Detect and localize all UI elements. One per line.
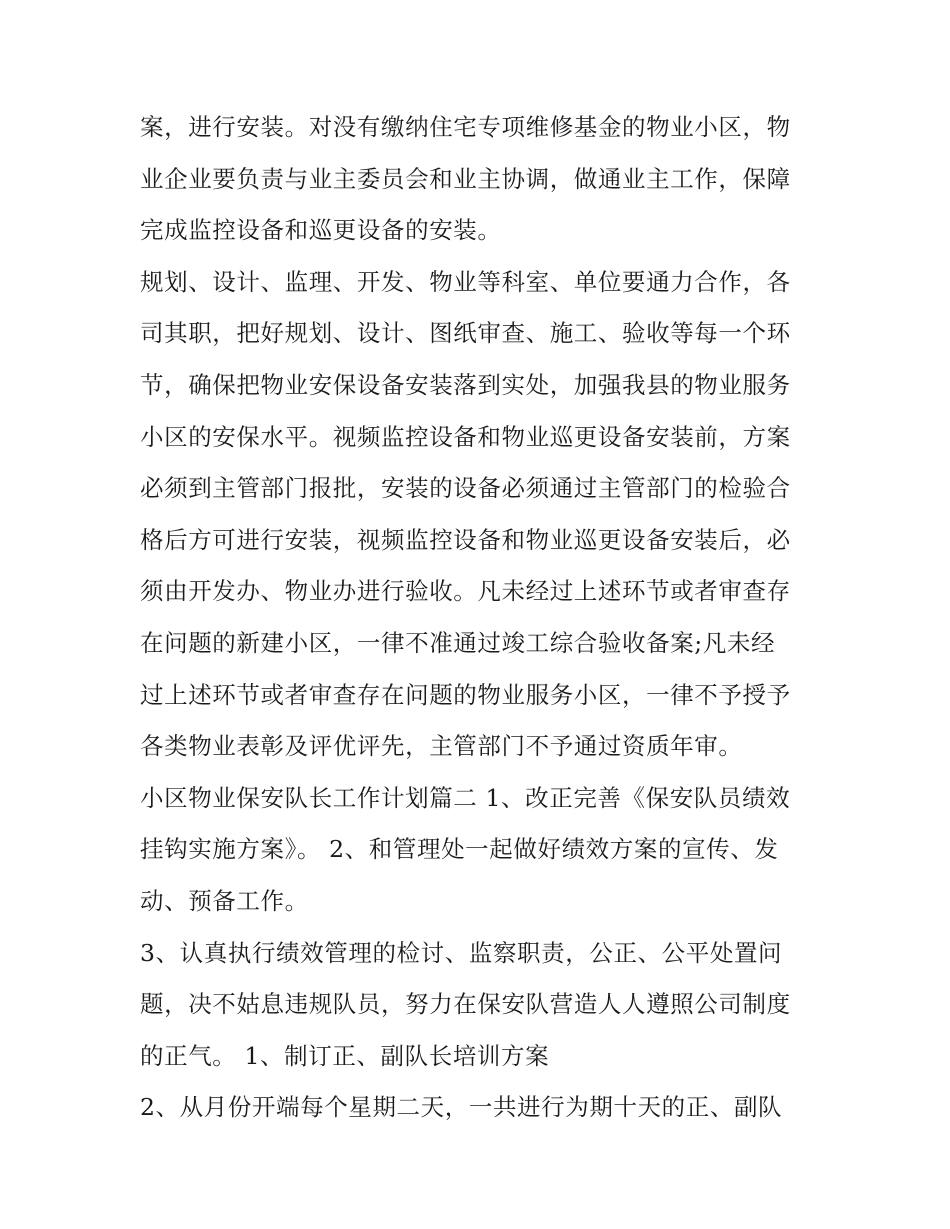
- text-line: 小区的安保水平。视频监控设备和物业巡更设备安装前，方案: [140, 422, 791, 451]
- text-line: 业企业要负责与业主委员会和业主协调，做通业主工作，保障: [140, 164, 791, 193]
- text-line: 动、预备工作。: [140, 886, 309, 915]
- text-line: 规划、设计、监理、开发、物业等科室、单位要通力合作，各: [140, 267, 791, 296]
- text-line: 必须到主管部门报批，安装的设备必须通过主管部门的检验合: [140, 474, 791, 503]
- paragraph-work-plan-part-two: [140, 773, 820, 928]
- text-line: 各类物业表彰及评优评先，主管部门不予通过资质年审。: [140, 732, 743, 761]
- text-line: 题，决不姑息违规队员，努力在保安队营造人人遵照公司制度: [140, 990, 791, 1019]
- document-body: [140, 102, 820, 1134]
- text-line: 在问题的新建小区，一律不准通过竣工综合验收备案;凡未经: [140, 628, 776, 657]
- text-line: 案，进行安装。对没有缴纳住宅专项维修基金的物业小区，物: [140, 113, 791, 141]
- text-line: 完成监控设备和巡更设备的安装。: [140, 216, 502, 245]
- text-line: 节，确保把物业安保设备安装落到实处，加强我县的物业服务: [140, 370, 791, 399]
- text-line: 过上述环节或者审查存在问题的物业服务小区，一律不予授予: [140, 680, 791, 709]
- paragraph-installation-responsibility: [140, 102, 820, 257]
- paragraph-cooperation-and-acceptance: [140, 257, 820, 773]
- paragraph-performance-supervision: [140, 928, 820, 1083]
- paragraph-training-schedule: [140, 1082, 820, 1134]
- text-line: 3、认真执行绩效管理的检讨、监察职责，公正、公平处置问: [140, 938, 783, 967]
- text-line: 须由开发办、物业办进行验收。凡未经过上述环节或者审查存: [140, 577, 791, 606]
- text-line: 小区物业保安队长工作计划篇二 1、改正完善《保安队员绩效: [140, 783, 791, 812]
- text-line: 的正气。 1、制订正、副队长培训方案: [140, 1041, 550, 1070]
- text-line: 司其职，把好规划、设计、图纸审查、施工、验收等每一个环: [140, 319, 791, 348]
- text-line: 2、从月份开端每个星期二天，一共进行为期十天的正、副队: [140, 1093, 783, 1122]
- text-line: 挂钩实施方案》。 2、和管理处一起做好绩效方案的宣传、发: [140, 835, 779, 864]
- text-line: 格后方可进行安装，视频监控设备和物业巡更设备安装后，必: [140, 525, 791, 554]
